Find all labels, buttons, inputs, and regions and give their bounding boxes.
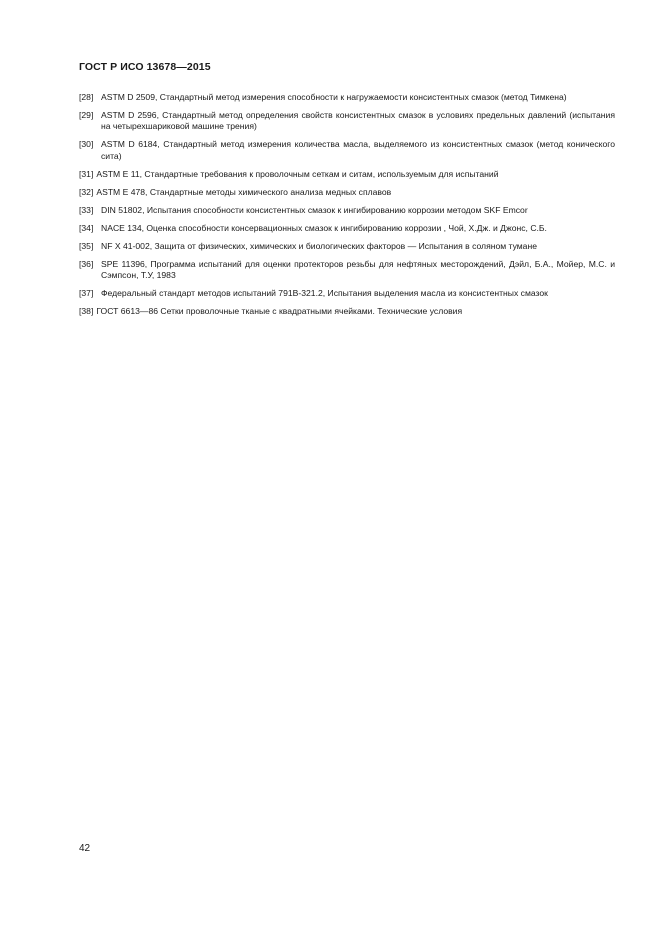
reference-32	[79, 187, 615, 198]
reference-33	[79, 205, 615, 216]
reference-text: NF X 41-002, Защита от физических, химических и биологических факторов — Испытания в соляном тумане	[101, 240, 537, 251]
reference-number: [35]	[79, 240, 94, 251]
reference-text: ASTM E 478, Стандартные методы химического анализа медных сплавов	[96, 186, 392, 197]
reference-number: [32]	[79, 186, 94, 197]
reference-number: [30]	[79, 139, 94, 150]
reference-text: SPE 11396, Программа испытаний для оценки протекторов резьбы для нефтяных месторождений, Дэйл, Б.А., Мойер, М.С. и Сэмпсон, Т.У, 1983	[101, 258, 615, 281]
reference-34	[79, 223, 615, 234]
reference-text: ASTM D 6184, Стандартный метод измерения количества масла, выделяемого из консистентных смазок (метод конического сита)	[101, 139, 615, 161]
reference-text: NACE 134, Оценка способности консервационных смазок к ингибированию коррозии , Чой, Х.Дж. и Джонс, С.Б.	[101, 222, 547, 233]
reference-35	[79, 241, 615, 252]
reference-text: ASTM E 11, Стандартные требования к проволочным сеткам и ситам, используемым для испытаний	[96, 168, 499, 179]
bibliography-list	[79, 92, 615, 324]
reference-29	[79, 110, 615, 133]
reference-number: [38]	[79, 306, 94, 317]
reference-number: [37]	[79, 288, 94, 299]
reference-31	[79, 169, 615, 180]
reference-text: ГОСТ 6613—86 Сетки проволочные тканые с квадратными ячейками. Технические условия	[96, 306, 463, 317]
reference-36	[79, 259, 615, 282]
reference-38	[79, 306, 615, 317]
reference-text: ASTM D 2509, Стандартный метод измерения способности к нагружаемости консистентных смазок (метод Тимкена)	[101, 92, 567, 102]
document-header: ГОСТ Р ИСО 13678—2015	[79, 61, 211, 73]
reference-number: [34]	[79, 222, 94, 233]
reference-37	[79, 288, 615, 299]
reference-number: [31]	[79, 168, 94, 179]
reference-number: [29]	[79, 110, 94, 120]
reference-30	[79, 139, 615, 162]
reference-number: [28]	[79, 92, 94, 102]
reference-text: ASTM D 2596, Стандартный метод определения свойств консистентных смазок в условиях предельных давлений (испытания на четырехшариковой машине трения)	[101, 110, 615, 132]
page-number: 42	[79, 843, 91, 854]
reference-28	[79, 92, 615, 103]
reference-number: [36]	[79, 258, 94, 269]
reference-number: [33]	[79, 204, 94, 215]
reference-text: Федеральный стандарт методов испытаний 791B-321.2, Испытания выделения масла из консистентных смазок	[101, 288, 548, 299]
reference-text: DIN 51802, Испытания способности консистентных смазок к ингибированию коррозии методом SKF Emcor	[101, 204, 528, 215]
